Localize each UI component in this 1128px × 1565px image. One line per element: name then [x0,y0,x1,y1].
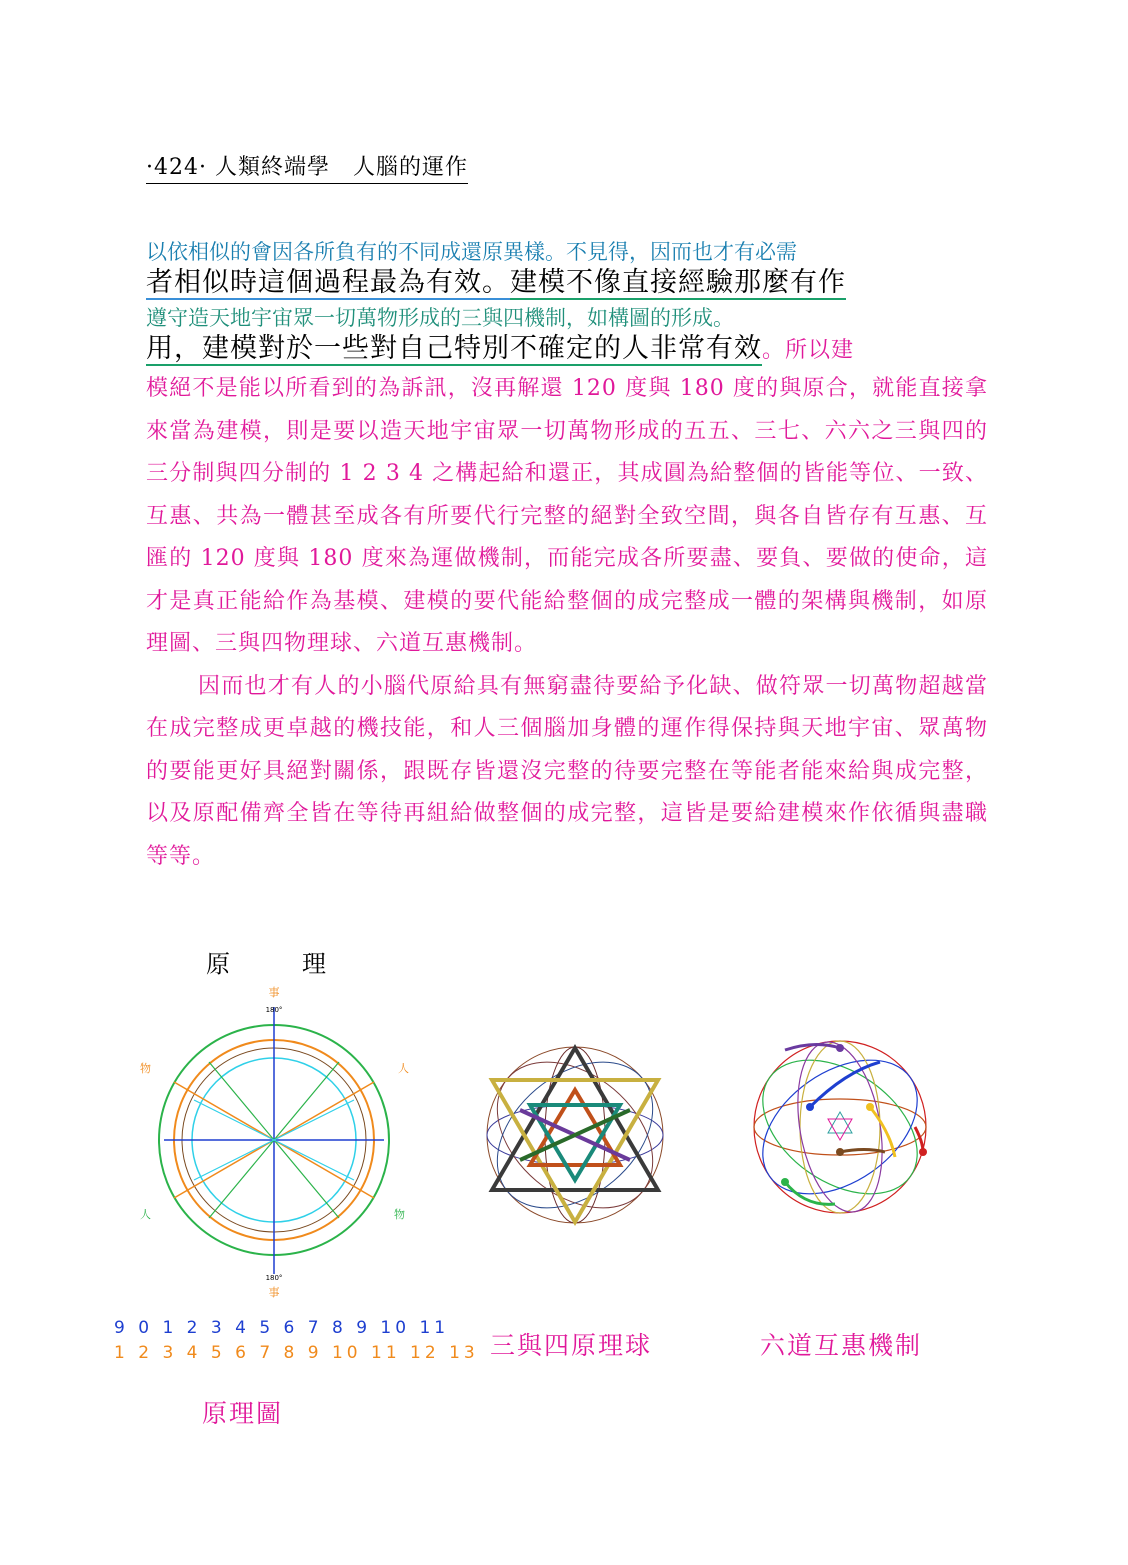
scale-orange: 1 2 3 4 5 6 7 8 9 10 11 12 13 [114,1343,479,1363]
label-lower-right: 物 [394,1208,405,1221]
label-upper-right: 人 [398,1062,409,1075]
diagram-title: 原 理 [206,950,326,978]
top-line-4a: 用，建模對於一些對自己特別不確定的人非常有效 [146,333,762,364]
caption-sphere-three-four: 三與四原理球 [490,1331,653,1360]
paragraph-2: 因而也才有人的小腦代原給具有無窮盡待要給予化缺、做符眾一切萬物超越當在成完整成更卓越的機技能，和人三個腦加身體的運作得保持與天地宇宙、眾萬物的要能更好具絕對關係，跟既存皆還沒完整的待要完整在等能者能來給與成完整，以及原配備齊全皆在等待再組給做整個的成完整，這皆是要給建模來作依循與盡職等等。 [146,673,988,869]
diagram-axes [164,1007,384,1274]
label-top: 事 [268,986,280,999]
page-header: ·424· 人類終端學 人腦的運作 [146,150,468,184]
top-line-4b: 。所以建 [762,338,855,363]
label-lower-left: 人 [140,1208,151,1221]
top-line-3: 遵守造天地宇宙眾一切萬物形成的三與四機制，如構圖的形成。 [146,306,734,330]
scale-blue: 9 0 1 2 3 4 5 6 7 8 9 10 11 [114,1318,450,1338]
label-bottom: 事 [268,1286,280,1299]
deg-top: 180° [265,1006,283,1014]
top-line-2 [146,260,846,299]
body-text [146,368,988,878]
top-line-1: 以依相似的會因各所負有的不同成還原異樣。不見得，因而也才有必需 [146,240,797,264]
center-star [828,1112,852,1140]
top-line-4 [146,326,854,365]
label-upper-left: 物 [140,1062,151,1075]
caption-principle-diagram: 原理圖 [202,1399,284,1428]
top-line-2a: 者相似時這個過程最為有效。 [146,267,510,298]
sphere-six-way [745,1032,935,1222]
deg-bottom: 180° [265,1274,283,1282]
top-line-2b: 建模不像直接經驗那麼有作 [510,267,846,298]
principle-diagram [124,982,424,1302]
caption-sphere-six-way: 六道互惠機制 [760,1331,923,1360]
sphere-three-four [480,1040,670,1230]
paragraph-1: 模絕不是能以所看到的為訴訊，沒再解還 120 度與 180 度的與原合，就能直接拿來當為建模，則是要以造天地宇宙眾一切萬物形成的五五、三七、六六之三與四的三分制與四分制的 1 2 3 4 之構起給和還正，其成圓為給整個的皆能等位、一致、互惠、共為一體甚至成各有所要代行完整的絕對全致空間，與各自皆存有互惠、互匯的 120 度與 180 度來為運做機制，而能完成各所要盡、要負、要做的使命，這才是真正能給作為基模、建模的要代能給整個的成完整成一體的架構與機制，如原理圖、三與四物理球、六道互惠機制。 [146,376,988,656]
